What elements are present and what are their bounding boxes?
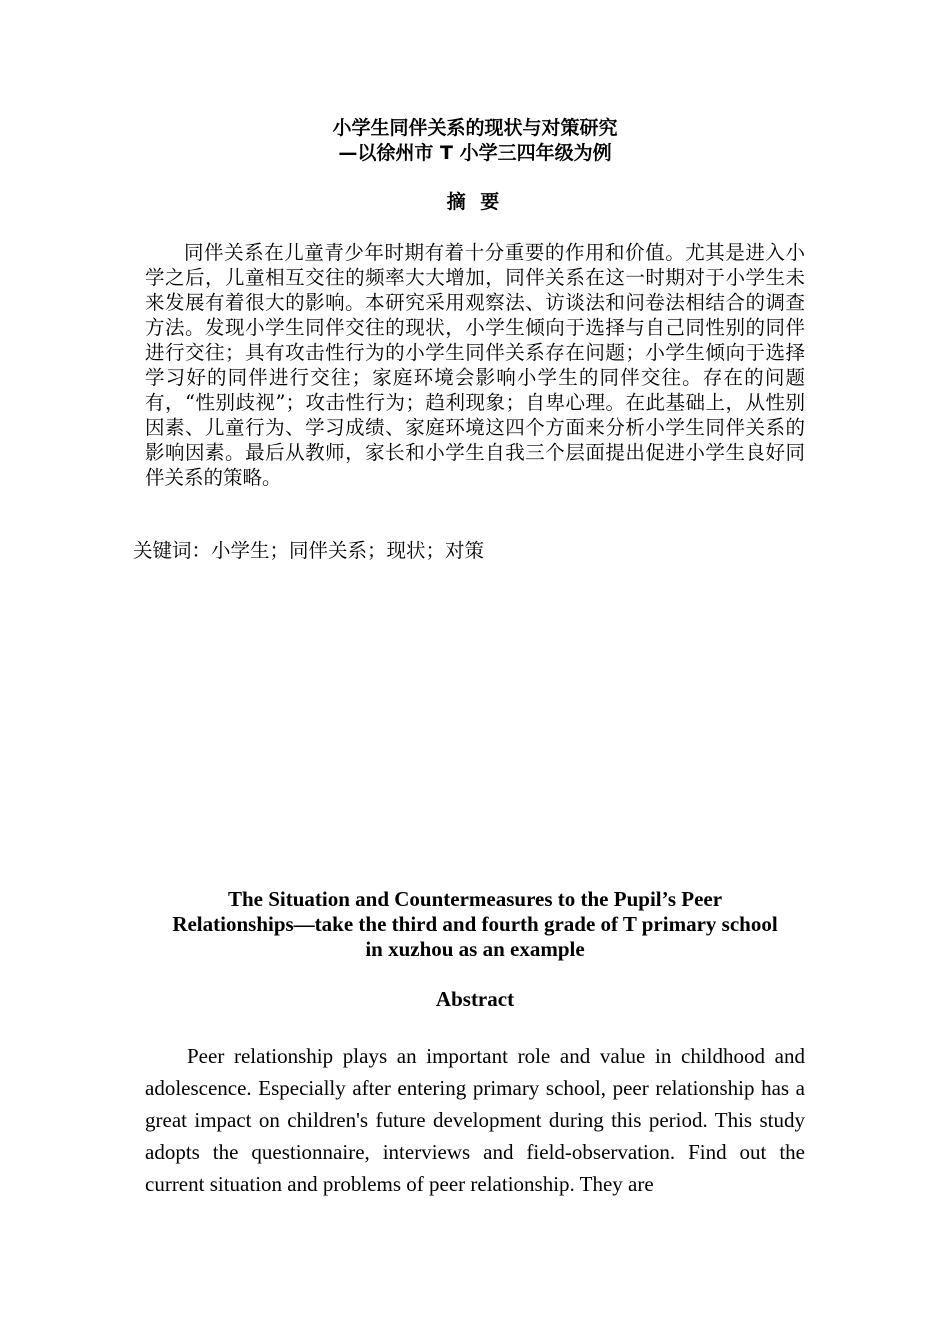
english-title-line2: Relationships—take the third and fourth grade of T primary school (172, 912, 778, 936)
keywords-label: 关键词： (133, 539, 212, 562)
chinese-keywords (133, 538, 813, 563)
keywords-text: 小学生；同伴关系；现状；对策 (211, 539, 485, 562)
english-abstract-body: Peer relationship plays an important role and value in childhood and adolescence. Especially after entering primary school, peer relationship has a great impact on children's future development during this period. This study adopts the questionnaire, interviews and field-observation. Find out the current situation and problems of peer relationship. They are (145, 1044, 805, 1196)
chinese-title-line2: —以徐州市 T 小学三四年级为例 (338, 142, 612, 164)
english-abstract-heading: Abstract (435, 987, 515, 1011)
chinese-abstract-body: 同伴关系在儿童青少年时期有着十分重要的作用和价值。尤其是进入小学之后，儿童相互交往的频率大大增加，同伴关系在这一时期对于小学生未来发展有着很大的影响。本研究采用观察法、访谈法和问卷法相结合的调查方法。发现小学生同伴交往的现状，小学生倾向于选择与自己同性别的同伴进行交往；具有攻击性行为的小学生同伴关系存在问题；小学生倾向于选择学习好的同伴进行交往；家庭环境会影响小学生的同伴交往。存在的问题有，“性别歧视”；攻击性行为；趋利现象；自卑心理。在此基础上，从性别因素、儿童行为、学习成绩、家庭环境这四个方面来分析小学生同伴关系的影响因素。最后从教师，家长和小学生自我三个层面提出促进小学生良好同伴关系的策略。 (145, 241, 805, 489)
english-title-line3: in xuzhou as an example (365, 937, 585, 961)
chinese-abstract-heading: 摘 要 (446, 191, 504, 213)
chinese-title-line1: 小学生同伴关系的现状与对策研究 (332, 117, 618, 139)
english-title-line1: The Situation and Countermeasures to the Pupil’s Peer (227, 887, 723, 911)
